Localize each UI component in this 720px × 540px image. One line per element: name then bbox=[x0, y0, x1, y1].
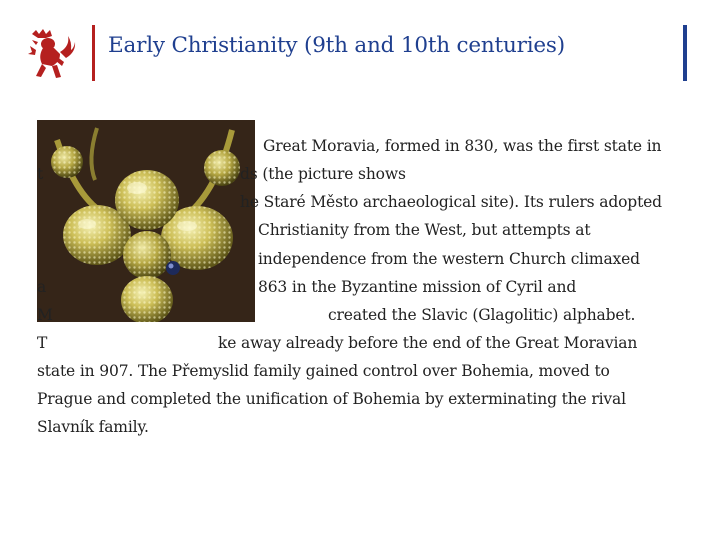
body-text-line: Prague and completed the unification of Bohemia by exterminating the rival bbox=[37, 390, 626, 408]
jewellery-photo bbox=[37, 120, 255, 322]
header-rule-right bbox=[683, 25, 687, 81]
body-text-line: ke away already before the end of the Great Moravian bbox=[218, 334, 638, 352]
body-text-line: 863 in the Byzantine mission of Cyril and bbox=[258, 278, 577, 296]
body-text-line: he Staré Město archaeological site). Its rulers adopted bbox=[240, 193, 662, 211]
body-text-line: t bbox=[37, 165, 44, 183]
body-text-line: ds (the picture shows bbox=[240, 165, 406, 183]
body-text-line: state in 907. The Přemyslid family gained control over Bohemia, moved to bbox=[37, 362, 610, 380]
bohemian-lion-icon bbox=[26, 28, 78, 86]
page-title: Early Christianity (9th and 10th centuries) bbox=[108, 33, 565, 58]
body-text-line: Great Moravia, formed in 830, was the first state in bbox=[263, 137, 662, 155]
body-text-line: created the Slavic (Glagolitic) alphabet. bbox=[328, 306, 636, 324]
body-text-line: M bbox=[37, 306, 53, 324]
body-text-line: Slavník family. bbox=[37, 418, 149, 436]
body-text-line: T bbox=[37, 334, 48, 352]
body-text-line: Christianity from the West, but attempts at bbox=[258, 221, 591, 239]
header-rule-left bbox=[92, 25, 95, 81]
body-text-line: independence from the western Church climaxed bbox=[258, 250, 640, 268]
body-text-line: a bbox=[37, 278, 47, 296]
